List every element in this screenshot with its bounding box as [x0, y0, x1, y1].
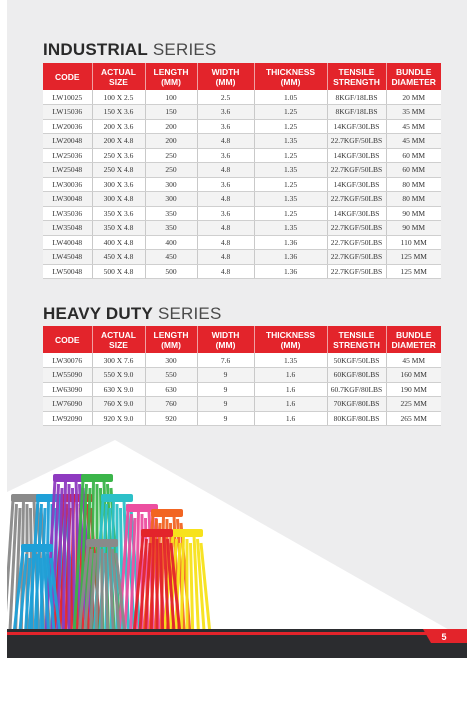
table-cell: LW15036 [43, 105, 92, 120]
table-cell: 14KGF/30LBS [327, 177, 386, 192]
table-cell: 350 [145, 221, 197, 236]
table-cell: LW30048 [43, 192, 92, 207]
table-cell: 265 MM [386, 411, 441, 426]
table-cell: 80KGF/80LBS [327, 411, 386, 426]
table-cell: 300 X 7.6 [92, 353, 145, 368]
cable-tie-heads [53, 474, 85, 482]
table-cell: LW25048 [43, 163, 92, 178]
table-cell: 1.36 [254, 250, 327, 265]
table-cell: 760 [145, 397, 197, 412]
table-cell: 9 [197, 368, 254, 383]
table-cell: 1.36 [254, 235, 327, 250]
table-cell: 200 [145, 134, 197, 149]
table-cell: 190 MM [386, 382, 441, 397]
table-cell: 250 X 4.8 [92, 163, 145, 178]
table-cell: 1.6 [254, 382, 327, 397]
table-cell: 45 MM [386, 353, 441, 368]
table-cell: 35 MM [386, 105, 441, 120]
cable-tie-heads [86, 539, 118, 547]
column-header: WIDTH (MM) [197, 326, 254, 353]
table-cell: LW30076 [43, 353, 92, 368]
table-cell: 60.7KGF/80LBS [327, 382, 386, 397]
table-cell: 1.35 [254, 134, 327, 149]
table-cell: 9 [197, 411, 254, 426]
table-row [43, 192, 441, 207]
table-cell: 1.25 [254, 148, 327, 163]
table-cell: LW30036 [43, 177, 92, 192]
column-header: LENGTH (MM) [145, 326, 197, 353]
table-cell: 500 [145, 264, 197, 279]
table-cell: LW10025 [43, 90, 92, 105]
table-cell: 22.7KGF/50LBS [327, 163, 386, 178]
table-cell: 300 [145, 353, 197, 368]
table-cell: 14KGF/30LBS [327, 148, 386, 163]
footer-accent-line [7, 632, 431, 635]
table-cell: LW92090 [43, 411, 92, 426]
table-cell: 200 X 4.8 [92, 134, 145, 149]
table-cell: 1.6 [254, 411, 327, 426]
table-cell: 20 MM [386, 90, 441, 105]
table-cell: 1.6 [254, 368, 327, 383]
table-cell: 45 MM [386, 134, 441, 149]
table-cell: 300 X 4.8 [92, 192, 145, 207]
column-header: THICKNESS (MM) [254, 326, 327, 353]
table-row [43, 105, 441, 120]
table-cell: 1.35 [254, 163, 327, 178]
table-cell: 90 MM [386, 206, 441, 221]
table-row [43, 221, 441, 236]
column-header: CODE [43, 63, 92, 90]
table-cell: LW20048 [43, 134, 92, 149]
cable-tie-heads [141, 529, 173, 537]
table-row [43, 397, 441, 412]
table-cell: 350 [145, 206, 197, 221]
cable-tie-heads [151, 509, 183, 517]
table-cell: 1.6 [254, 397, 327, 412]
table-cell: 250 [145, 148, 197, 163]
table-cell: 200 [145, 119, 197, 134]
table-cell: 60KGF/80LBS [327, 368, 386, 383]
table-cell: 1.25 [254, 105, 327, 120]
table-cell: 250 X 3.6 [92, 148, 145, 163]
table-cell: 4.8 [197, 235, 254, 250]
table-row [43, 382, 441, 397]
table-row [43, 90, 441, 105]
table-cell: LW55090 [43, 368, 92, 383]
table-cell: 22.7KGF/50LBS [327, 134, 386, 149]
table-cell: 3.6 [197, 119, 254, 134]
table-cell: 225 MM [386, 397, 441, 412]
table-cell: 125 MM [386, 264, 441, 279]
table-cell: 450 [145, 250, 197, 265]
table-cell: 3.6 [197, 105, 254, 120]
table-row [43, 148, 441, 163]
table-cell: 3.6 [197, 148, 254, 163]
table-cell: 100 [145, 90, 197, 105]
table-cell: 300 [145, 192, 197, 207]
page-number: 5 [441, 632, 447, 642]
table-cell: 300 X 3.6 [92, 177, 145, 192]
cable-tie-heads [171, 529, 203, 537]
table-cell: 80 MM [386, 177, 441, 192]
table-cell: 150 [145, 105, 197, 120]
table-cell: 4.8 [197, 264, 254, 279]
table-cell: LW76090 [43, 397, 92, 412]
column-header: BUNDLE DIAMETER [386, 326, 441, 353]
table-cell: 8KGF/18LBS [327, 90, 386, 105]
table-cell: 7.6 [197, 353, 254, 368]
cable-tie-heads [21, 544, 53, 552]
heavy-duty-series-title: HEAVY DUTY SERIES [43, 304, 222, 323]
table-cell: 160 MM [386, 368, 441, 383]
cable-tie-heads [101, 494, 133, 502]
table-cell: 4.8 [197, 134, 254, 149]
table-header-row [43, 326, 441, 353]
table-cell: 150 X 3.6 [92, 105, 145, 120]
table-cell: LW45048 [43, 250, 92, 265]
table-cell: 80 MM [386, 192, 441, 207]
table-cell: 22.7KGF/50LBS [327, 264, 386, 279]
table-row [43, 368, 441, 383]
table-row [43, 119, 441, 134]
table-cell: 400 X 4.8 [92, 235, 145, 250]
cable-tie-heads [81, 474, 113, 482]
table-cell: 760 X 9.0 [92, 397, 145, 412]
table-cell: 1.36 [254, 264, 327, 279]
catalog-page [7, 0, 467, 658]
column-header: WIDTH (MM) [197, 63, 254, 90]
column-header: BUNDLE DIAMETER [386, 63, 441, 90]
table-cell: 8KGF/18LBS [327, 105, 386, 120]
column-header: TENSILE STRENGTH [327, 63, 386, 90]
table-row [43, 163, 441, 178]
column-header: LENGTH (MM) [145, 63, 197, 90]
table-row [43, 177, 441, 192]
table-cell: 125 MM [386, 250, 441, 265]
table-header-row [43, 63, 441, 90]
table-cell: 550 [145, 368, 197, 383]
table-cell: 630 X 9.0 [92, 382, 145, 397]
table-cell: LW35036 [43, 206, 92, 221]
table-cell: 350 X 4.8 [92, 221, 145, 236]
table-cell: LW25036 [43, 148, 92, 163]
table-row [43, 264, 441, 279]
table-cell: LW35048 [43, 221, 92, 236]
table-cell: 60 MM [386, 148, 441, 163]
table-cell: 9 [197, 382, 254, 397]
table-cell: 300 [145, 177, 197, 192]
table-cell: 4.8 [197, 221, 254, 236]
table-cell: 1.35 [254, 353, 327, 368]
table-cell: 920 [145, 411, 197, 426]
industrial-series-title: INDUSTRIAL SERIES [43, 40, 217, 59]
table-cell: 4.8 [197, 192, 254, 207]
industrial-series-table [43, 63, 441, 279]
table-cell: LW20036 [43, 119, 92, 134]
table-cell: 45 MM [386, 119, 441, 134]
table-cell: 60 MM [386, 163, 441, 178]
table-cell: 3.6 [197, 177, 254, 192]
cable-ties-photo [7, 440, 467, 640]
table-cell: 630 [145, 382, 197, 397]
table-cell: 1.25 [254, 119, 327, 134]
table-cell: LW50048 [43, 264, 92, 279]
column-header: TENSILE STRENGTH [327, 326, 386, 353]
table-cell: 250 [145, 163, 197, 178]
table-cell: 22.7KGF/50LBS [327, 221, 386, 236]
table-cell: 1.35 [254, 192, 327, 207]
heavy-duty-series-table [43, 326, 441, 426]
table-cell: 50KGF/50LBS [327, 353, 386, 368]
table-cell: 350 X 3.6 [92, 206, 145, 221]
column-header: CODE [43, 326, 92, 353]
table-cell: 1.35 [254, 221, 327, 236]
column-header: ACTUAL SIZE [92, 63, 145, 90]
table-row [43, 250, 441, 265]
table-cell: 3.6 [197, 206, 254, 221]
table-cell: 14KGF/30LBS [327, 119, 386, 134]
column-header: THICKNESS (MM) [254, 63, 327, 90]
table-cell: 500 X 4.8 [92, 264, 145, 279]
table-cell: 22.7KGF/50LBS [327, 192, 386, 207]
table-cell: 22.7KGF/50LBS [327, 235, 386, 250]
table-cell: 400 [145, 235, 197, 250]
table-row [43, 134, 441, 149]
table-cell: 1.05 [254, 90, 327, 105]
column-header: ACTUAL SIZE [92, 326, 145, 353]
table-cell: 22.7KGF/50LBS [327, 250, 386, 265]
table-row [43, 235, 441, 250]
table-cell: LW63090 [43, 382, 92, 397]
table-cell: 4.8 [197, 250, 254, 265]
table-cell: 1.25 [254, 206, 327, 221]
table-cell: 920 X 9.0 [92, 411, 145, 426]
table-cell: 2.5 [197, 90, 254, 105]
table-cell: 1.25 [254, 177, 327, 192]
table-cell: 110 MM [386, 235, 441, 250]
table-cell: 100 X 2.5 [92, 90, 145, 105]
table-cell: 9 [197, 397, 254, 412]
table-cell: 200 X 3.6 [92, 119, 145, 134]
table-cell: LW40048 [43, 235, 92, 250]
table-row [43, 206, 441, 221]
table-row [43, 411, 441, 426]
table-cell: 14KGF/30LBS [327, 206, 386, 221]
table-cell: 90 MM [386, 221, 441, 236]
table-cell: 70KGF/80LBS [327, 397, 386, 412]
table-row [43, 353, 441, 368]
table-cell: 550 X 9.0 [92, 368, 145, 383]
table-cell: 450 X 4.8 [92, 250, 145, 265]
table-cell: 4.8 [197, 163, 254, 178]
